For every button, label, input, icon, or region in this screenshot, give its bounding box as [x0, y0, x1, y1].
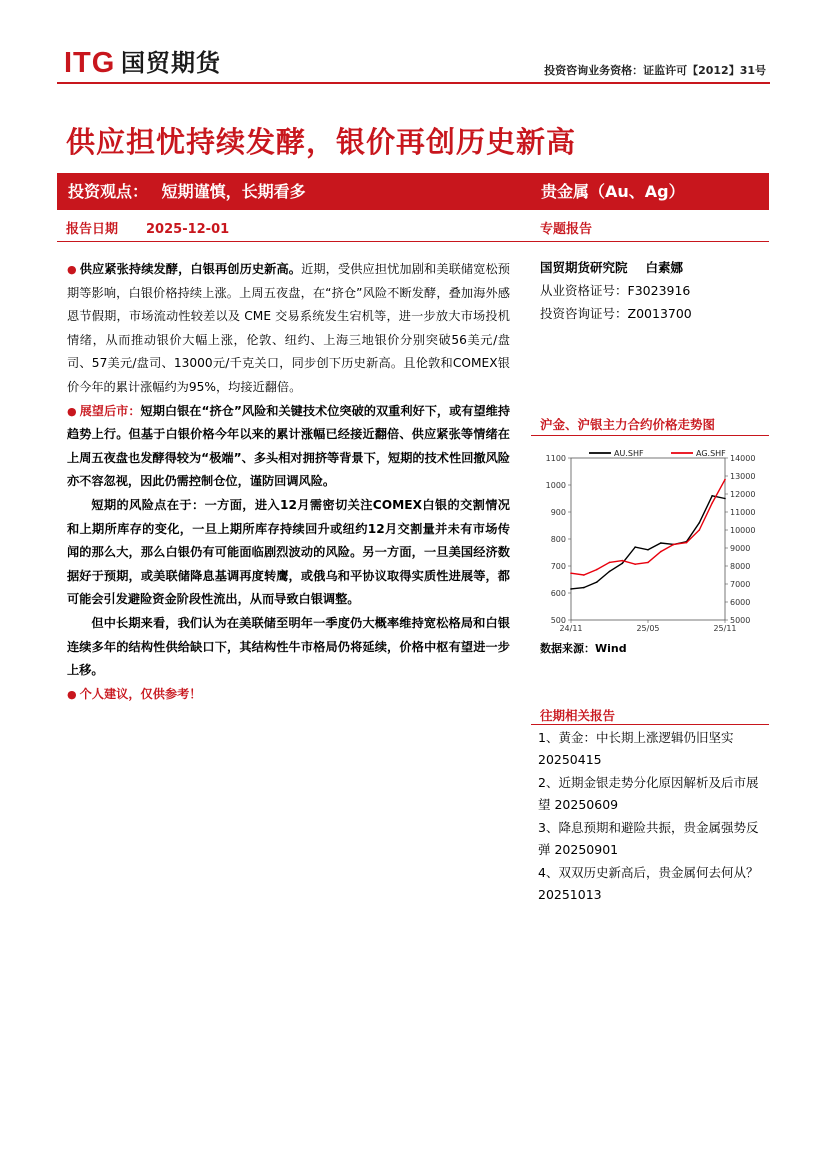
institute: 国贸期货研究院	[540, 260, 628, 275]
data-point-ag-shf	[686, 542, 688, 544]
data-point-au-shf	[596, 581, 598, 583]
y-left-tick-label: 900	[550, 508, 566, 517]
data-point-ag-shf	[724, 479, 726, 481]
y-right-tick-label: 12000	[730, 490, 756, 499]
x-tick-label: 25/11	[713, 624, 737, 633]
logo-company-name: 国贸期货	[121, 49, 221, 77]
data-point-ag-shf	[699, 529, 701, 531]
y-left-tick-label: 600	[550, 589, 566, 598]
plot-frame	[571, 458, 725, 620]
license-text: 投资咨询业务资格：证监许可【2012】31号	[544, 64, 766, 77]
cert-line	[540, 279, 760, 302]
rule-right	[531, 241, 769, 242]
data-point-ag-shf	[711, 502, 713, 504]
past-reports-rule	[531, 724, 769, 725]
analyst-name: 白素娜	[645, 260, 684, 275]
data-point-ag-shf	[596, 569, 598, 571]
consult-value: Z0013700	[627, 306, 692, 321]
report-date	[66, 218, 229, 237]
report-date-value: 2025-12-01	[146, 222, 230, 237]
paragraph-4: 但中长期来看，我们认为在美联储至明年一季度仍大概率维持宽松格局和白银连续多年的结构性供给缺口下，其结构性牛市格局仍将延续，价格中枢有望进一步上移。	[67, 615, 510, 678]
past-report-item[interactable]: 3、降息预期和避险共振，贵金属强势反弹 20250901	[538, 820, 759, 857]
chart-rule	[531, 435, 769, 436]
y-left-tick-label: 500	[550, 616, 566, 625]
past-report-item[interactable]: 2、近期金银走势分化原因解析及后市展望 20250609	[538, 775, 759, 812]
rule-left	[57, 241, 531, 242]
data-point-au-shf	[724, 498, 726, 500]
y-right-tick-label: 11000	[730, 508, 756, 517]
data-point-ag-shf	[622, 560, 624, 562]
data-point-au-shf	[699, 522, 701, 524]
data-point-ag-shf	[609, 562, 611, 564]
logo-itg: ITG	[64, 47, 116, 79]
y-right-tick-label: 6000	[730, 598, 751, 607]
past-reports-title: 往期相关报告	[540, 708, 616, 723]
bullet-icon: ●	[67, 404, 77, 418]
y-right-tick-label: 10000	[730, 526, 756, 535]
view-bar: 投资观点： 短期谨慎，长期看多	[57, 173, 531, 210]
data-point-au-shf	[634, 546, 636, 548]
cert-label: 从业资格证号：	[540, 283, 628, 298]
legend-label: AG.SHF	[696, 449, 726, 458]
consult-label: 投资咨询证号：	[540, 306, 628, 321]
p2-lead: 展望后市：	[79, 403, 141, 418]
paragraph-1	[67, 258, 510, 400]
report-date-label: 报告日期	[66, 222, 119, 237]
consult-line	[540, 302, 760, 325]
data-point-au-shf	[647, 549, 649, 551]
data-point-ag-shf	[583, 574, 585, 576]
y-left-tick-label: 1100	[545, 454, 566, 463]
data-point-au-shf	[583, 587, 585, 589]
past-reports-list	[538, 727, 763, 907]
price-chart	[531, 444, 769, 638]
p5-text: 个人建议，仅供参考！	[79, 686, 202, 701]
past-report-item[interactable]: 4、双双历史新高后，贵金属何去何从？20251013	[538, 865, 759, 902]
bullet-icon: ●	[67, 263, 77, 276]
legend-label: AU.SHF	[614, 449, 644, 458]
data-source: 数据来源：Wind	[540, 642, 627, 655]
data-point-ag-shf	[647, 562, 649, 564]
y-right-tick-label: 5000	[730, 616, 751, 625]
header-rule	[57, 82, 770, 84]
report-body	[67, 258, 510, 706]
y-left-tick-label: 700	[550, 562, 566, 571]
report-title: 供应担忧持续发酵，银价再创历史新高	[66, 125, 577, 159]
data-point-au-shf	[609, 571, 611, 573]
p2-text: 短期白银在“挤仓”风险和关键技术位突破的双重利好下，或有望维持趋势上行。但基于白银价格今年以来的累计涨幅已经接近翻倍、供应紧张等情绪在上周五夜盘也发酵得较为“极端”、多头相对拥挤等背景下，短期的技术性回撤风险亦不容忽视，因此仍需控制仓位，谨防回调风险。	[67, 403, 511, 489]
cert-value: F3023916	[627, 283, 691, 298]
data-point-ag-shf	[570, 572, 572, 574]
series-line-ag-shf	[571, 480, 725, 575]
p1-lead: 供应紧张持续发酵，白银再创历史新高。	[79, 262, 302, 276]
y-right-tick-label: 13000	[730, 472, 756, 481]
paragraph-2	[67, 400, 510, 494]
data-point-ag-shf	[634, 563, 636, 565]
data-point-au-shf	[660, 542, 662, 544]
x-tick-label: 24/11	[559, 624, 583, 633]
y-left-tick-label: 1000	[545, 481, 566, 490]
analyst-name-line	[540, 256, 760, 279]
category-bar: 贵金属（Au、Ag）	[531, 173, 769, 210]
y-right-tick-label: 9000	[730, 544, 751, 553]
data-point-au-shf	[711, 495, 713, 497]
p1-text: 近期，受供应担忧加剧和美联储宽松预期等影响，白银价格持续上涨。上周五夜盘，在“挤仓”风险不断发酵，叠加海外感恩节假期，市场流动性较差以及 CME 交易系统发生宕机等，进一步放大市场投机情绪，从而推动银价大幅上涨，伦敦、纽约、上海三地银价分别突破56美元/盘司、57美元/盘司、13000元/千克关口，同步创下历史新高。且伦敦和COMEX银价今年的累计涨幅约为95%，均接近翻倍。	[67, 262, 510, 394]
data-point-ag-shf	[660, 551, 662, 553]
past-report-item[interactable]: 1、黄金：中长期上涨逻辑仍旧坚实20250415	[538, 730, 734, 767]
report-type: 专题报告	[540, 222, 593, 237]
y-right-tick-label: 14000	[730, 454, 756, 463]
data-point-au-shf	[622, 563, 624, 565]
paragraph-3: 短期的风险点在于：一方面，进入12月需密切关注COMEX白银的交割情况和上期所库存的变化，一旦上期所库存持续回升或纽约12月交割量并未有市场传闻的那么大，那么白银仍有可能面临剧烈波动的风险。另一方面，一旦美国经济数据好于预期，或美联储降息基调再度转鹰，或俄乌和平协议取得实质性进展等，都可能会引发避险资金阶段性流出，从而导致白银调整。	[67, 497, 510, 607]
y-right-tick-label: 7000	[730, 580, 751, 589]
data-point-au-shf	[570, 588, 572, 590]
bullet-icon: ●	[67, 687, 77, 701]
x-tick-label: 25/05	[636, 624, 660, 633]
series-line-au-shf	[571, 496, 725, 589]
analyst-info	[540, 256, 760, 325]
data-point-ag-shf	[673, 544, 675, 546]
y-left-tick-label: 800	[550, 535, 566, 544]
y-right-tick-label: 8000	[730, 562, 751, 571]
paragraph-5	[67, 683, 510, 707]
chart-title: 沪金、沪银主力合约价格走势图	[540, 417, 716, 432]
